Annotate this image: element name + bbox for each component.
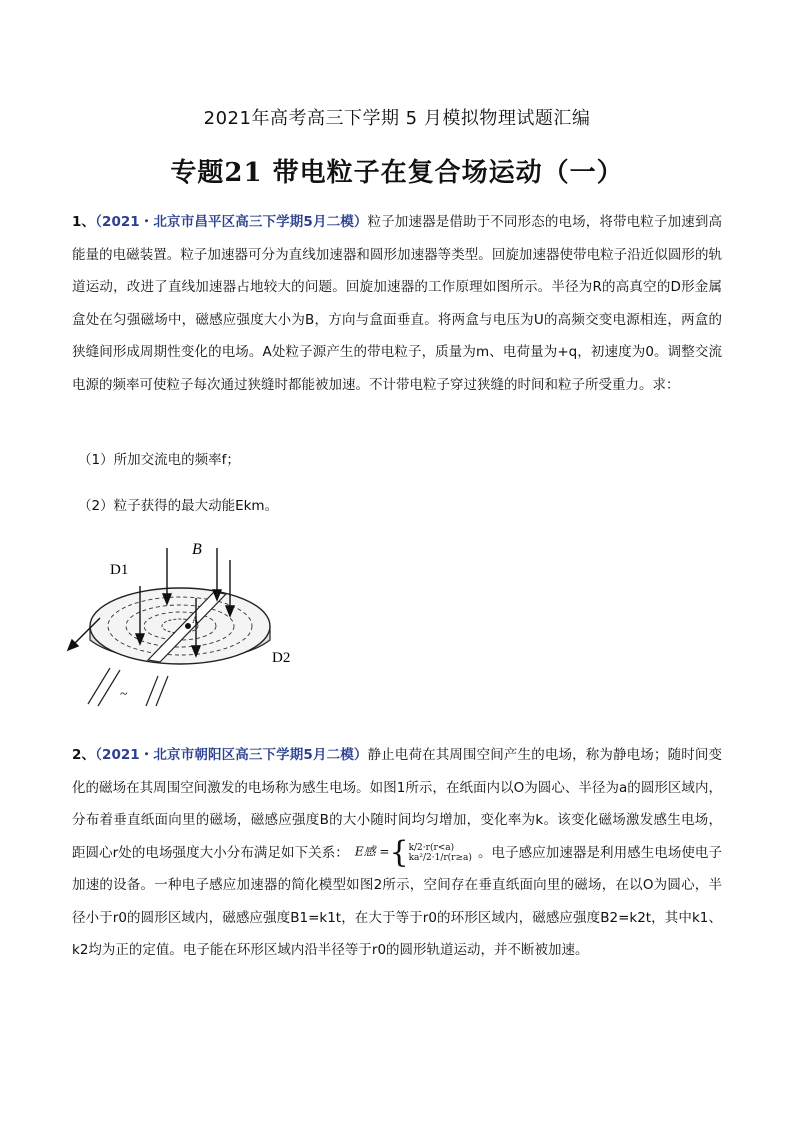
question-1: [72, 206, 722, 401]
question-2-source: （2021・北京市朝阳区高三下学期5月二模）: [95, 747, 368, 763]
question-2-body-b: 。电子感应加速器是利用感生电场使电子加速的设备。一种电子感应加速器的简化模型如图2所示，空间存在垂直纸面向里的磁场，在以O为圆心，半径小于r0的圆形区域内，磁感应强度B1=k1t，在大于等于r0的环形区域内，磁感应强度B2=k2t，其中k1、k2均为正的定值。电子能在环形区域内沿半径等于r0的圆形轨道运动，并不断被加速。: [72, 844, 722, 958]
formula-case-2: ka²/2·1/r(r≥a): [408, 852, 472, 863]
label-b: B: [192, 541, 202, 558]
label-a: A: [192, 615, 199, 625]
formula-lhs: E感 =: [354, 844, 390, 858]
formula-case-1: k/2·r(r<a): [408, 842, 455, 853]
document-subtitle: 2021年高考高三下学期 5 月模拟物理试题汇编: [203, 108, 591, 129]
question-2-number: 2、: [72, 747, 96, 763]
question-1-source: （2021・北京市昌平区高三下学期5月二模）: [95, 214, 368, 230]
document-title: 专题21 带电粒子在复合场运动（一）: [170, 158, 624, 188]
question-1-number: 1、: [72, 214, 96, 230]
question-1-sub-1: （1）所加交流电的频率f；: [78, 452, 240, 468]
question-2-body-a: 静止电荷在其周围空间产生的电场，称为静电场；随时间变化的磁场在其周围空间激发的电场称为感生电场。如图1所示，在纸面内以O为圆心、半径为a的圆形区域内，分布着垂直纸面向里的磁场，磁感应强度B的大小随时间均匀增加，变化率为k。该变化磁场激发感生电场，距圆心r处的电场强度大小分布满足如下关系：: [72, 747, 722, 861]
label-d1: D1: [110, 562, 129, 578]
question-2: [72, 739, 722, 967]
label-d2: D2: [272, 650, 291, 666]
cyclotron-figure: [60, 536, 300, 716]
question-1-body: 粒子加速器是借助于不同形态的电场，将带电粒子加速到高能量的电磁装置。粒子加速器可分为直线加速器和圆形加速器等类型。回旋加速器使带电粒子沿近似圆形的轨道运动，改进了直线加速器占地较大的问题。回旋加速器的工作原理如图所示。半径为R的高真空的D形金属盒处在匀强磁场中，磁感应强度大小为B，方向与盒面垂直。将两盒与电压为U的高频交变电源相连，两盒的狭缝间形成周期性变化的电场。A处粒子源产生的带电粒子，质量为m、电荷量为+q，初速度为0。调整交流电源的频率可使粒子每次通过狭缝时都能被加速。不计带电粒子穿过狭缝的时间和粒子所受重力。求：: [72, 214, 722, 393]
label-wave: ~: [120, 687, 128, 702]
question-1-sub-2: （2）粒子获得的最大动能Ekm。: [78, 498, 279, 514]
induced-field-formula: E感 ={k/2·r(r<a) ka²/2·1/r(r≥a): [354, 834, 472, 870]
